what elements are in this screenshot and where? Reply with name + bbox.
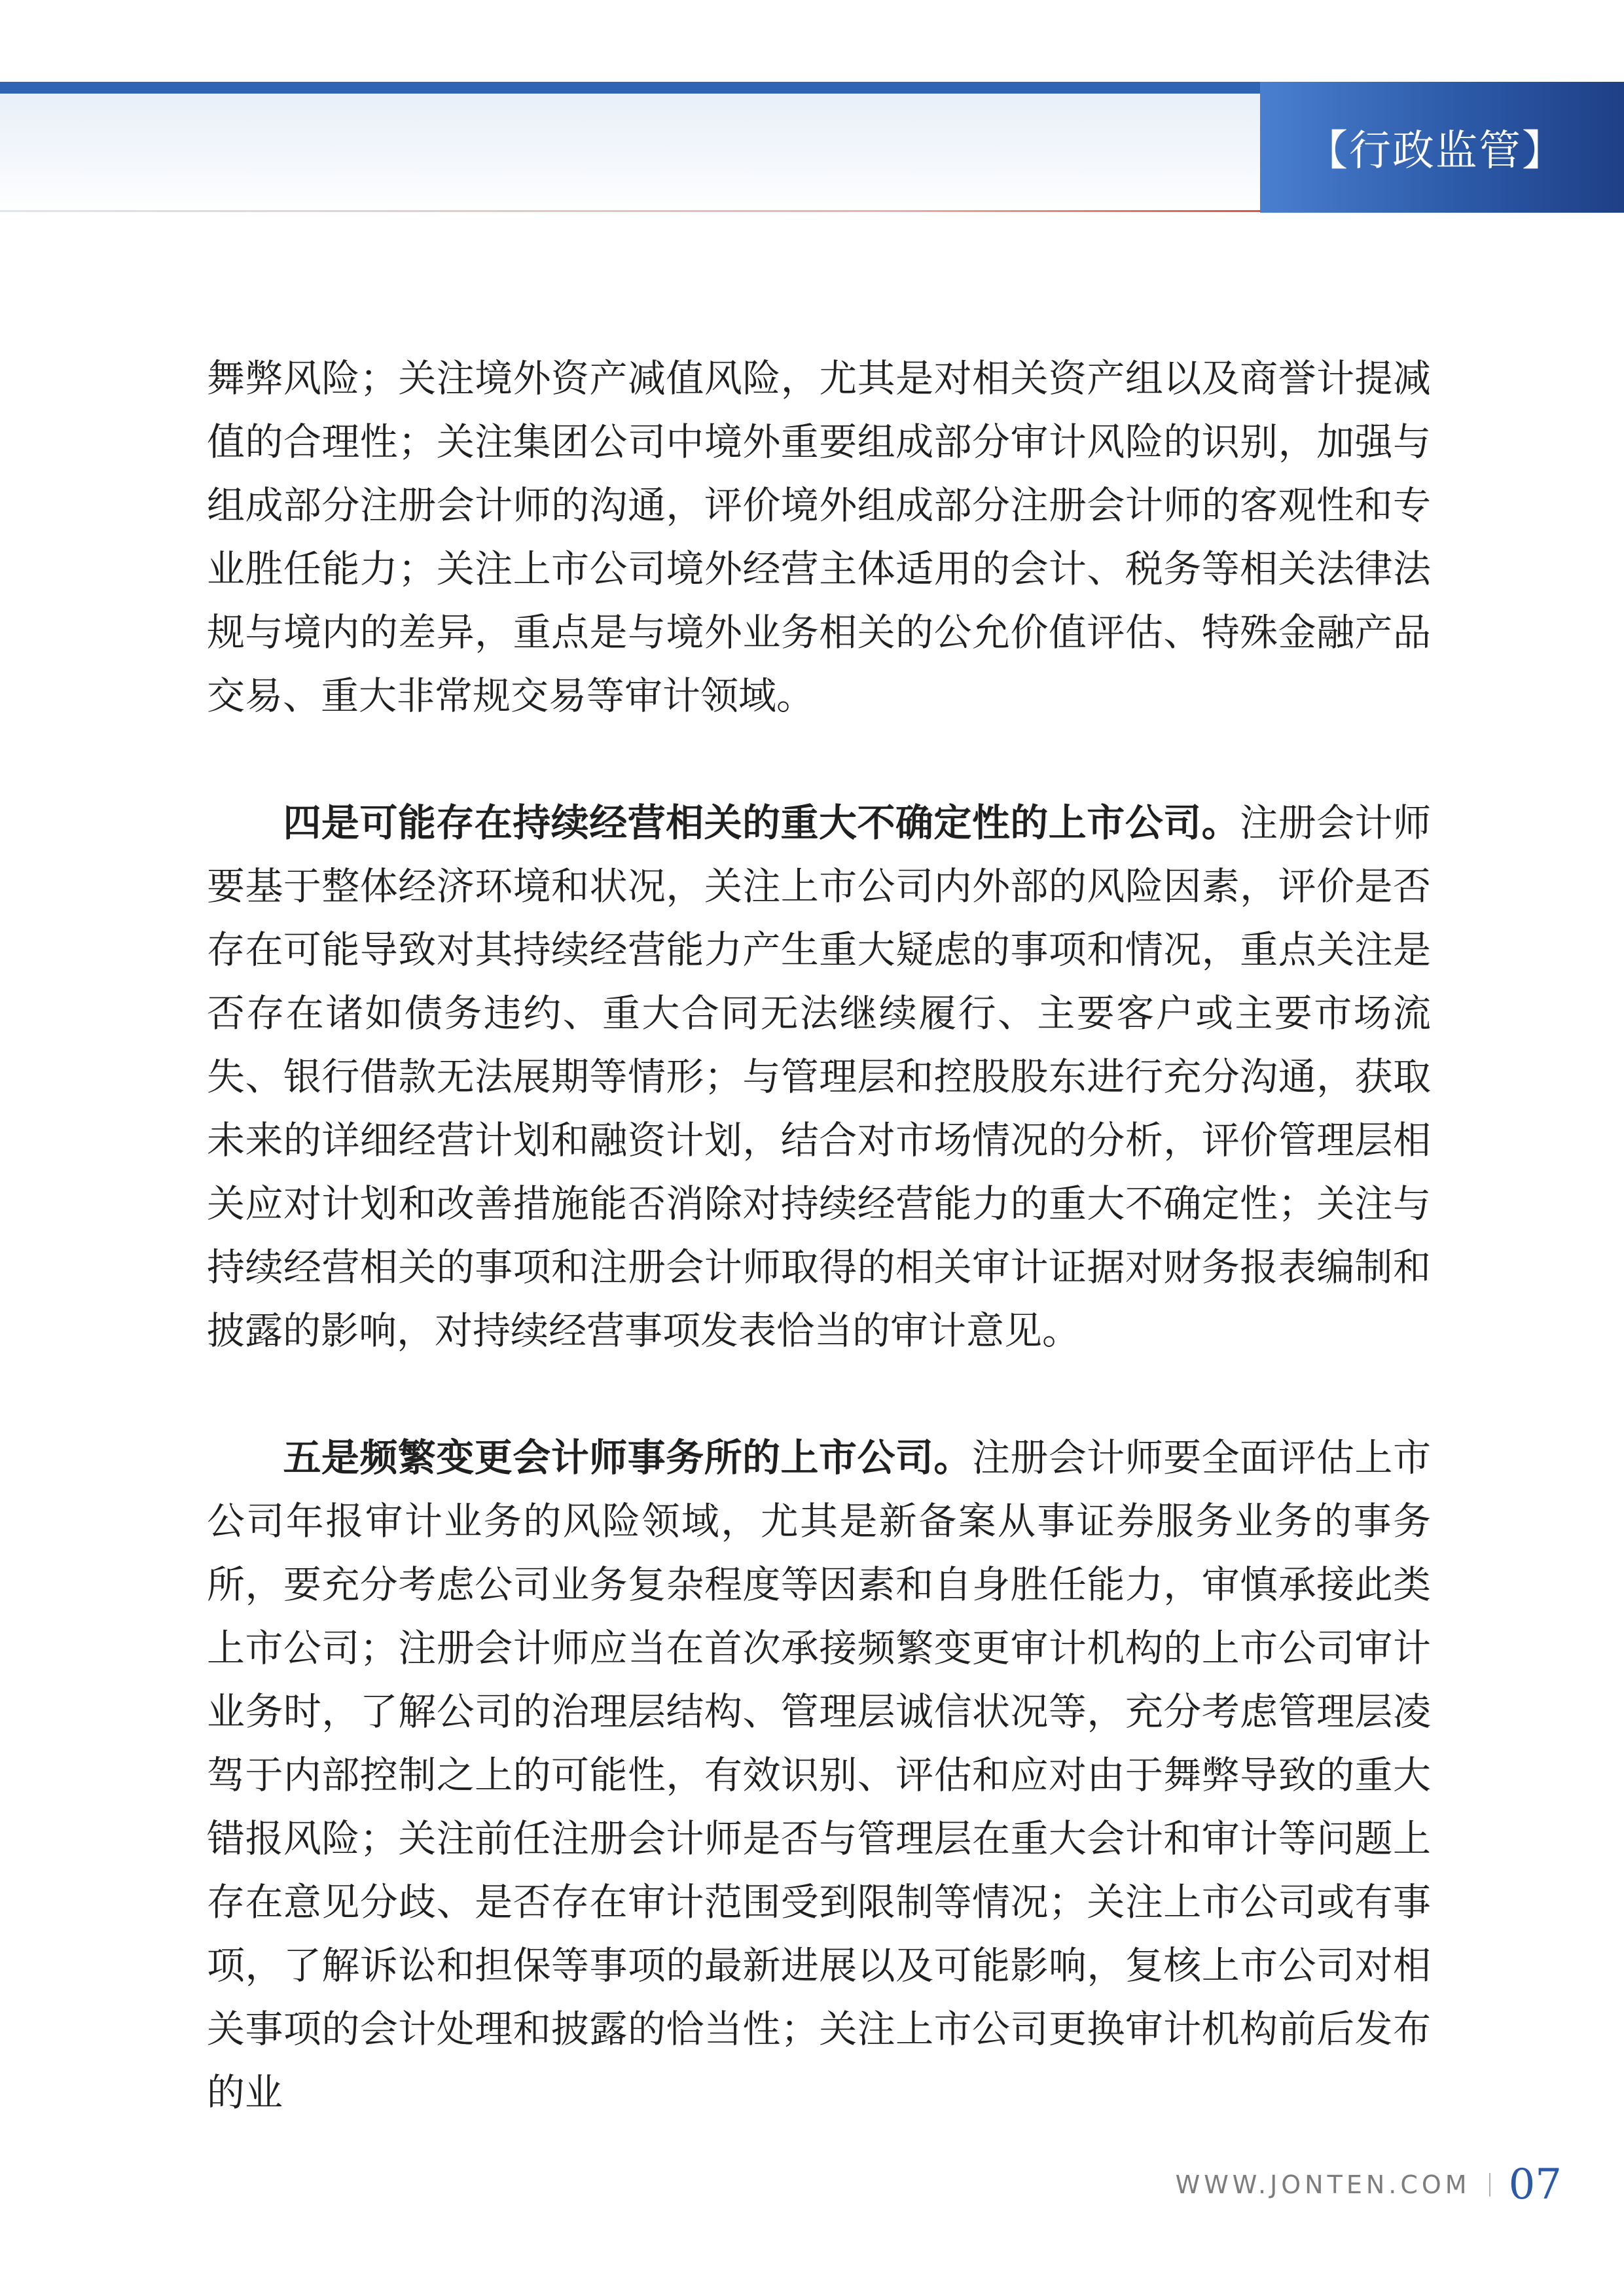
- footer-divider: [1489, 2173, 1490, 2197]
- paragraph-2-text: 注册会计师要基于整体经济环境和状况，关注上市公司内外部的风险因素，评价是否存在可能导致对其持续经营能力产生重大疑虑的事项和情况，重点关注是否存在诸如债务违约、重大合同无法继续履行、主要客户或主要市场流失、银行借款无法展期等情形；与管理层和控股股东进行充分沟通，获取未来的详细经营计划和融资计划，结合对市场情况的分析，评价管理层相关应对计划和改善措施能否消除对持续经营能力的重大不确定性；关注与持续经营相关的事项和注册会计师取得的相关审计证据对财务报表编制和披露的影响，对持续经营事项发表恰当的审计意见。: [207, 800, 1431, 1353]
- header-band: [0, 82, 1260, 213]
- paragraph-2: [207, 791, 1431, 1363]
- paragraph-3-lead: 五是频繁变更会计师事务所的上市公司。: [283, 1435, 972, 1480]
- article-body: [207, 347, 1431, 2125]
- paragraph-2-lead: 四是可能存在持续经营相关的重大不确定性的上市公司。: [283, 800, 1240, 845]
- paragraph-3: [207, 1426, 1431, 2125]
- page-number: 07: [1508, 2161, 1562, 2209]
- section-tab: [1260, 82, 1624, 213]
- paragraph-1: 舞弊风险；关注境外资产减值风险，尤其是对相关资产组以及商誉计提减值的合理性；关注集团公司中境外重要组成部分审计风险的识别，加强与组成部分注册会计师的沟通，评价境外组成部分注册会计师的客观性和专业胜任能力；关注上市公司境外经营主体适用的会计、税务等相关法律法规与境内的差异，重点是与境外业务相关的公允价值评估、特殊金融产品交易、重大非常规交易等审计领域。: [207, 356, 1431, 718]
- header-top-rule: [0, 82, 1260, 94]
- page-footer: [1176, 2159, 1562, 2211]
- paragraph-3-text: 注册会计师要全面评估上市公司年报审计业务的风险领域，尤其是新备案从事证券服务业务的事务所，要充分考虑公司业务复杂程度等因素和自身胜任能力，审慎承接此类上市公司；注册会计师应当在首次承接频繁变更审计机构的上市公司审计业务时，了解公司的治理层结构、管理层诚信状况等，充分考虑管理层凌驾于内部控制之上的可能性，有效识别、评估和应对由于舞弊导致的重大错报风险；关注前任注册会计师是否与管理层在重大会计和审计等问题上存在意见分歧、是否存在审计范围受到限制等情况；关注上市公司或有事项，了解诉讼和担保等事项的最新进展以及可能影响，复核上市公司对相关事项的会计处理和披露的恰当性；关注上市公司更换审计机构前后发布的业: [207, 1435, 1431, 2115]
- section-tab-label: 【行政监管】: [1306, 127, 1565, 175]
- footer-website: WWW.JONTEN.COM: [1175, 2170, 1471, 2199]
- header-bottom-rule: [0, 210, 1260, 212]
